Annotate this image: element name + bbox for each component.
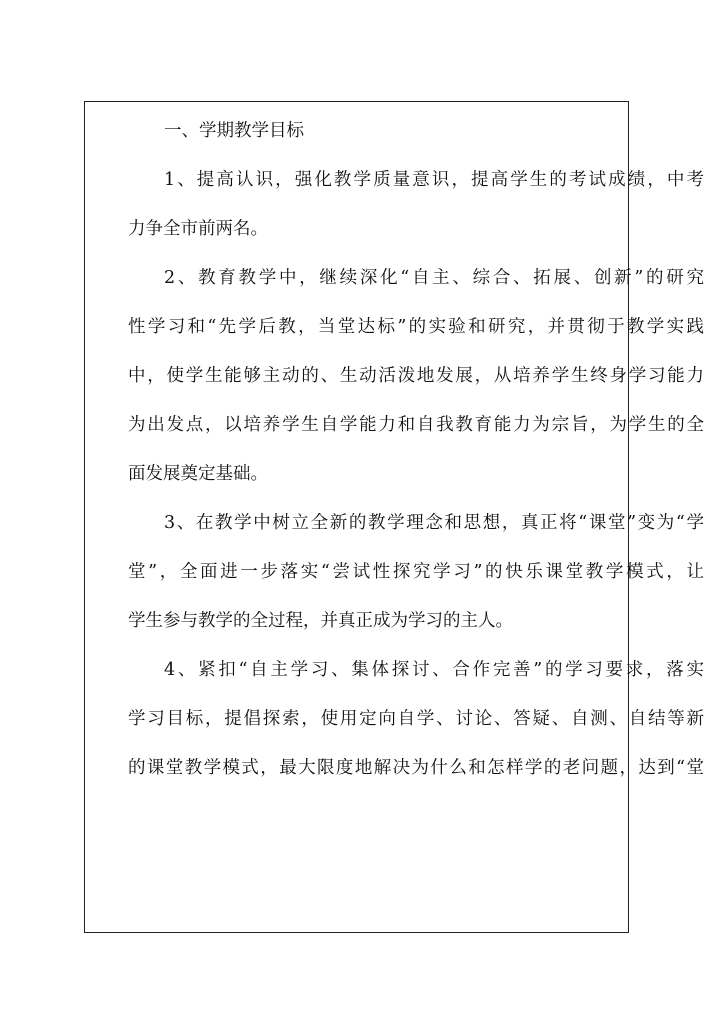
body-line-4: 性学习和“先学后教，当堂达标”的实验和研究，并贯彻于教学实践 (128, 317, 704, 337)
body-line-2: 力争全市前两名。 (128, 219, 268, 239)
body-line-11: 4、紧扣“自主学习、集体探讨、合作完善”的学习要求，落实 (164, 660, 704, 680)
body-line-3: 2、教育教学中，继续深化“自主、综合、拓展、创新”的研究 (164, 268, 704, 288)
body-line-9: 堂”，全面进一步落实“尝试性探究学习”的快乐课堂教学模式，让 (128, 562, 704, 582)
body-line-10: 学生参与教学的全过程，并真正成为学习的主人。 (128, 611, 513, 631)
body-line-7: 面发展奠定基础。 (128, 464, 268, 484)
section-heading: 一、学期教学目标 (164, 121, 304, 141)
body-line-8: 3、在教学中树立全新的教学理念和思想，真正将“课堂”变为“学 (164, 513, 704, 533)
document-body (128, 113, 704, 799)
body-line-13: 的课堂教学模式，最大限度地解决为什么和怎样学的老问题，达到“堂 (128, 758, 704, 778)
body-line-5: 中，使学生能够主动的、生动活泼地发展，从培养学生终身学习能力 (128, 366, 704, 386)
body-line-12: 学习目标，提倡探索，使用定向自学、讨论、答疑、自测、自结等新 (128, 709, 704, 729)
body-line-6: 为出发点，以培养学生自学能力和自我教育能力为宗旨，为学生的全 (128, 415, 704, 435)
body-line-1: 1、提高认识，强化教学质量意识，提高学生的考试成绩，中考 (164, 170, 704, 190)
